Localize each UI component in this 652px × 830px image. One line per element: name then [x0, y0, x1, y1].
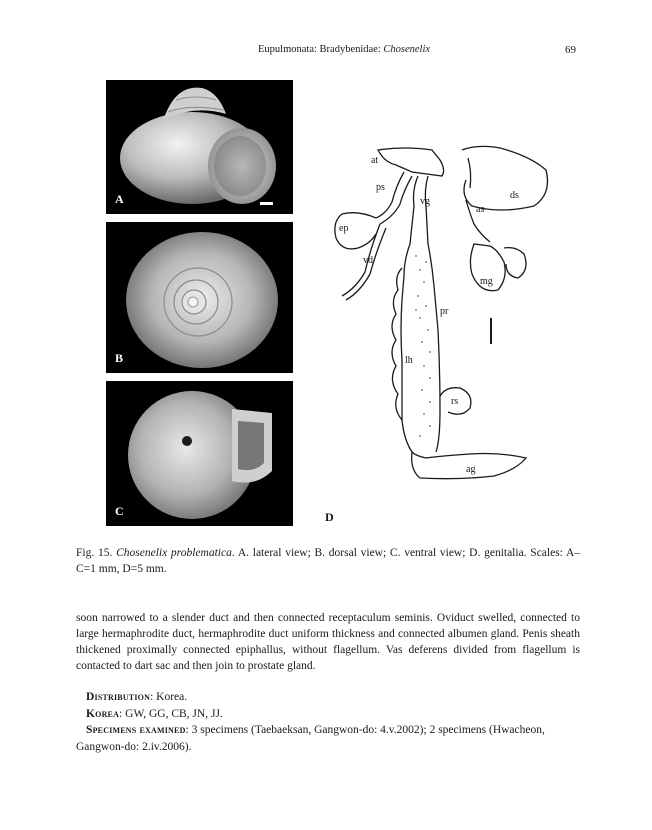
label-ps: ps	[376, 182, 385, 193]
label-at: at	[371, 155, 379, 166]
shell-lateral-image	[106, 80, 293, 214]
distribution-entry: Distribution: Korea.	[86, 691, 188, 703]
label-ag: ag	[466, 464, 476, 475]
label-pr: pr	[440, 306, 449, 317]
panel-letter-c: C	[115, 504, 124, 518]
page-number: 69	[565, 44, 576, 56]
shell-photo-ventral	[106, 381, 293, 526]
label-vg: vg	[420, 196, 430, 207]
body-paragraph: soon narrowed to a slender duct and then connected receptaculum seminis. Oviduct swelled, connected to large hermaphrodite duct, hermaphrodite duct uniform thickness and connected albumen gland. Penis sheath thickened proximally connected epiphallus, without flagellum. Vas deferens divided from flagellum is contacted to dart sac and then join to prostate gland.	[76, 612, 580, 672]
label-as: as	[476, 204, 485, 215]
specimens-entry: Specimens examined: 3 specimens (Taebaeksan, Gangwon-do: 4.v.2002); 2 specimens (Hwacheon, Gangwon-do: 2.iv.2006).	[76, 724, 545, 753]
figure-caption: Fig. 15. Chosenelix problematica. A. lateral view; B. dorsal view; C. ventral view; D. genitalia. Scales: A–C=1 mm, D=5 mm.	[76, 547, 581, 575]
scale-bar	[260, 202, 273, 205]
shell-photo-dorsal	[106, 222, 293, 373]
label-lh: lh	[405, 355, 413, 366]
running-title-genus: Chosenelix	[383, 44, 431, 55]
caption-species: Chosenelix problematica	[116, 547, 232, 559]
running-title: Eupulmonata: Bradybenidae: Chosenelix	[258, 44, 431, 55]
shell-ventral-image	[106, 381, 293, 526]
panel-letter-d: D	[325, 510, 334, 524]
label-ep: ep	[339, 223, 349, 234]
record-entries	[76, 689, 580, 755]
shell-photo-lateral	[106, 80, 293, 214]
label-rs: rs	[451, 396, 459, 407]
genitalia-drawing	[316, 138, 556, 498]
label-mg: mg	[480, 276, 493, 287]
label-ds: ds	[510, 190, 519, 201]
shell-dorsal-image	[106, 222, 293, 373]
korea-entry: Korea: GW, GG, CB, JN, JJ.	[86, 707, 223, 720]
panel-letter-a: A	[115, 192, 124, 206]
label-vd: vd	[363, 255, 373, 266]
panel-letter-b: B	[115, 351, 124, 365]
